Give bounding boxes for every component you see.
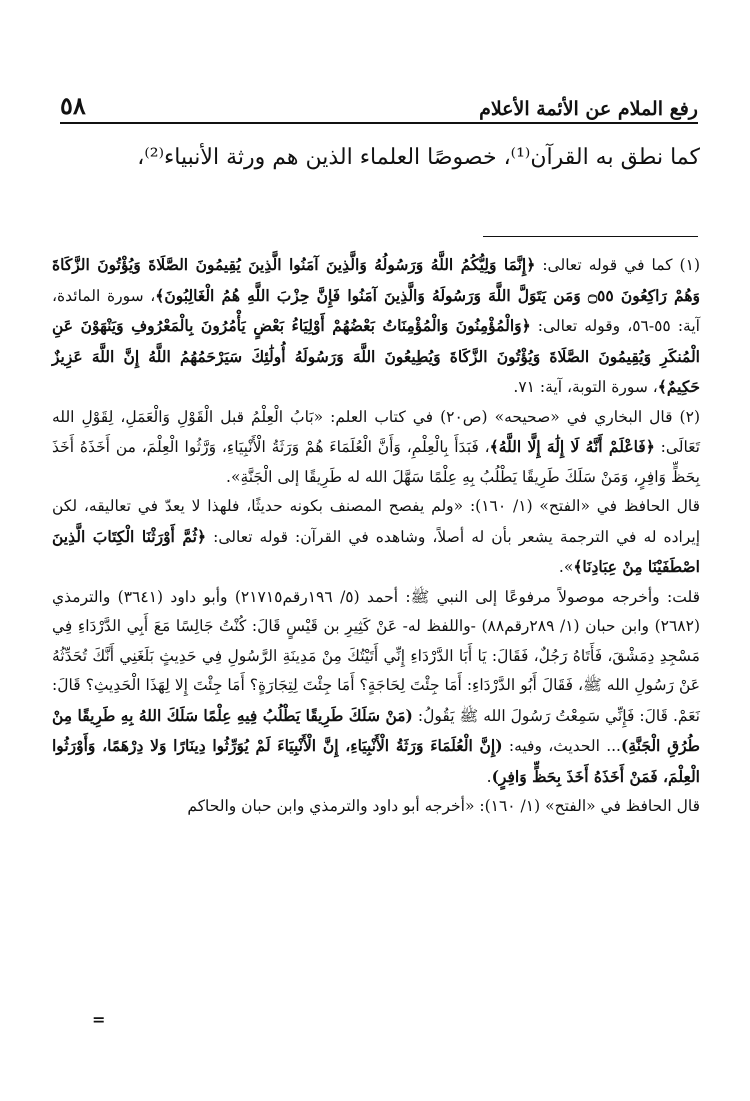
footnote-text: قال الحافظ في «الفتح» (١/ ١٦٠): «ولم يفصح المصنف بكونه حديثًا، فلهذا لا يعدّ في تعاليقه، لكن إيراده له في الترجمة يشعر بأن له أصلاً، وشاهده في القرآن: قوله تعالى:	[52, 497, 701, 546]
footnote-text: ، فَبَدَأَ بِالْعِلْمِ، وَأَنَّ الْعُلَمَاءَ هُمْ وَرَثَةُ الْأَنْبِيَاءِ، وَرَّثُوا الْعِلْمَ، من أَخَذَهُ أَخَذَ بِحَظٍّ وَافِرٍ، وَمَنْ سَلَكَ طَرِيقًا يَطْلُبُ بِهِ عِلْمًا سَهَّلَ الله له طَرِيقًا إلى الْجَنَّةِ».	[52, 438, 700, 486]
quoted-verse: ﴿وَالْمُؤْمِنُونَ وَالْمُؤْمِنَاتُ بَعْضُهُمْ أَوْلِيَاءُ بَعْضٍ يَأْمُرُونَ بِالْمَعْرُوفِ وَيَنْهَوْنَ عَنِ الْمُنكَرِ وَيُقِيمُونَ الصَّلَاةَ وَيُؤْتُونَ الزَّكَاةَ وَيُطِيعُونَ اللَّهَ وَرَسُولَهُ أُولَٰئِكَ سَيَرْحَمُهُمُ اللَّهُ إِنَّ اللَّهَ عَزِيزٌ حَكِيمٌ﴾	[52, 316, 700, 396]
continuation-mark: =	[92, 1010, 106, 1029]
quoted-verse: ﴿إِنَّمَا وَلِيُّكُمُ اللَّهُ وَرَسُولُهُ وَالَّذِينَ آمَنُوا الَّذِينَ يُقِيمُونَ الصَّلَاةَ وَيُؤْتُونَ الزَّكَاةَ وَهُمْ رَاكِعُونَ ۝٥٥ وَمَن يَتَوَلَّ اللَّهَ وَرَسُولَهُ وَالَّذِينَ آمَنُوا فَإِنَّ حِزْبَ اللَّهِ هُمُ الْغَالِبُونَ﴾	[52, 255, 700, 305]
footnote-paragraph	[52, 792, 700, 822]
footnote-divider	[483, 236, 698, 237]
header-divider	[60, 122, 698, 124]
footnote-text: (٢) قال البخاري في «صحيحه» (ص٢٠) في كتاب العلم: «بَابُ الْعِلْمُ قبل الْقَوْلِ وَالْعَمَلِ، لِقَوْلِ الله تَعَالَى:	[52, 407, 700, 456]
footnotes-section	[52, 250, 700, 822]
page-header	[60, 86, 698, 120]
footnote-text: ».	[558, 558, 574, 576]
footnote-paragraph	[52, 250, 700, 403]
quoted-verse: ﴿ثُمَّ أَوْرَثْنَا الْكِتَابَ الَّذِينَ اصْطَفَيْنَا مِنْ عِبَادِنَا﴾	[52, 526, 700, 576]
footnote-paragraph	[52, 403, 700, 493]
footnote-text: ، سورة التوبة، آية: ٧١.	[513, 378, 658, 396]
footnote-text: قلت: وأخرجه موصولاً مرفوعًا إلى النبي ﷺ: أحمد (٥/ ١٩٦رقم٢١٧١٥) وأبو داود (٣٦٤١) والترمذي (٢٦٨٢) وابن حبان (١/ ٢٨٩رقم٨٨) -واللفظ له- عَنْ كَثِيرِ بن قَيْسٍ قَالَ: كُنْتُ جَالِسًا مَعَ أَبِي الدَّرْدَاءِ فِي مَسْجِدِ دِمَشْقَ، فَأَتَاهُ رَجُلٌ، فَقَالَ: يَا أَبَا الدَّرْدَاءِ إِنِّي أَتَيْتُكَ مِنْ مَدِينَةِ الرَّسُولِ فِي حَدِيثٍ بَلَغَنِي أَنَّكَ تُحَدِّثُهُ عَنْ رَسُولِ الله ﷺ، فَقَالَ أَبُو الدَّرْدَاءِ: أَمَا جِئْتَ لِحَاجَةٍ؟ أَمَا جِئْتَ لِتِجَارَةٍ؟ أَمَا جِئْتَ إِلا لِهَذَا الْحَدِيثِ؟ قَالَ: نَعَمْ. قَالَ: فَإِنِّي سَمِعْتُ رَسُولَ الله ﷺ يَقُولُ:	[52, 587, 700, 725]
quoted-verse: (مَنْ سَلَكَ طَرِيقًا يَطْلُبُ فِيهِ عِلْمًا سَلَكَ اللهُ بِهِ طَرِيقًا مِنْ طُرُقِ الْجَنَّةِ)	[52, 705, 701, 755]
footnote-text: .	[486, 767, 492, 786]
quoted-verse: (إِنَّ الْعُلَمَاءَ وَرَثَةُ الْأَنْبِيَاءِ، إِنَّ الْأَنْبِيَاءَ لَمْ يُوَرِّثُوا دِينَارًا وَلا دِرْهَمًا، وَأَوْرَثُوا الْعِلْمَ، فَمَنْ أَخَذَهُ أَخَذَ بِحَظٍّ وَافِرٍ)	[52, 736, 700, 786]
footnote-text: ... الحديث، وفيه:	[502, 737, 621, 755]
quoted-verse: ﴿فَاعْلَمْ أَنَّهُ لَا إِلَٰهَ إِلَّا اللَّهُ﴾	[489, 437, 655, 456]
main-body-text: كما نطق به القرآن⁽¹⁾، خصوصًا العلماء الذين هم ورثة الأنبياء⁽²⁾،	[137, 145, 700, 170]
footnote-paragraph	[52, 492, 700, 583]
footnote-text: ، سورة المائدة، آية: ٥٥-٥٦، وقوله تعالى:	[52, 286, 700, 335]
footnote-text: قال الحافظ في «الفتح» (١/ ١٦٠): «أخرجه أبو داود والترمذي وابن حبان والحاكم	[187, 797, 700, 815]
book-title: رفع الملام عن الأئمة الأعلام	[479, 98, 698, 120]
page-number: ٥٨	[60, 91, 86, 120]
footnote-paragraph	[52, 583, 700, 793]
footnote-text: (١) كما في قوله تعالى:	[535, 256, 701, 274]
